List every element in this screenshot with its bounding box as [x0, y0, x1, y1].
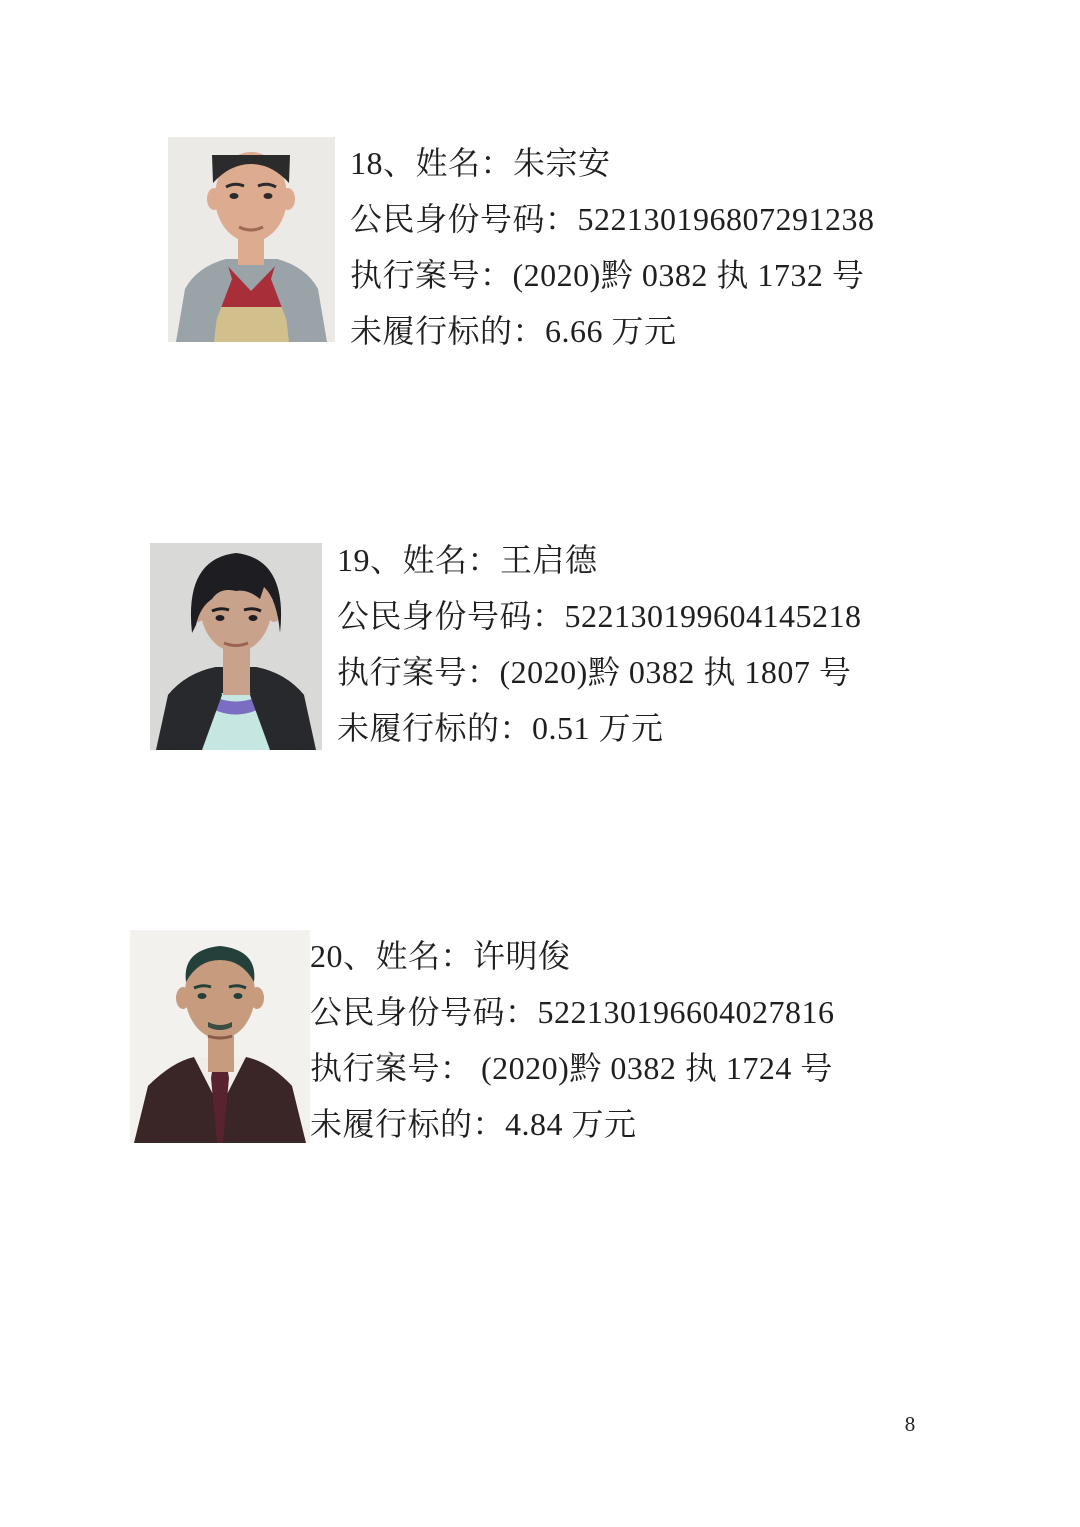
id-number-line: 公民身份号码：522130196807291238 [350, 201, 875, 237]
portrait-photo-20 [130, 930, 310, 1143]
case-number-line: 执行案号：(2020)黔 0382 执 1807 号 [337, 654, 852, 690]
entry-20-text [310, 926, 835, 1150]
case-number-line: 执行案号：(2020)黔 0382 执 1732 号 [350, 257, 865, 293]
amount-line: 未履行标的：4.84 万元 [310, 1106, 637, 1142]
page-number: 8 [904, 1412, 916, 1436]
name-line: 18、姓名：朱宗安 [350, 145, 611, 181]
id-number-line: 公民身份号码：522130196604027816 [310, 994, 835, 1030]
portrait-photo-18 [168, 137, 335, 342]
portrait-illustration-19 [150, 543, 322, 750]
name-line: 20、姓名：许明俊 [310, 938, 571, 974]
amount-line: 未履行标的：0.51 万元 [337, 710, 664, 746]
portrait-illustration-18 [168, 137, 335, 342]
amount-line: 未履行标的：6.66 万元 [350, 313, 677, 349]
portrait-photo-19 [150, 543, 322, 750]
entry-18-text [350, 133, 875, 357]
id-number-line: 公民身份号码：522130199604145218 [337, 598, 862, 634]
name-line: 19、姓名：王启德 [337, 542, 598, 578]
entry-19-text [337, 530, 862, 754]
portrait-illustration-20 [130, 930, 310, 1143]
case-number-line: 执行案号： (2020)黔 0382 执 1724 号 [310, 1050, 833, 1086]
